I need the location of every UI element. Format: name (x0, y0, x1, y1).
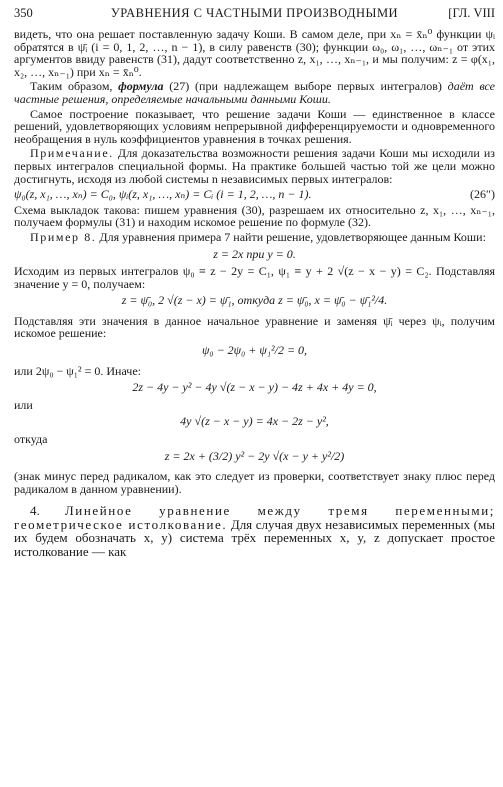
equation-cauchy-data: z = 2x при y = 0. (213, 246, 296, 261)
equation-26-number: (26″) (470, 187, 495, 202)
paragraph-otherwise: или 2ψ₀ − ψ₁² = 0. Иначе: (14, 363, 141, 378)
conclusion-emphasis: даёт все частные решения, определяемые начальными данными Коши. (14, 79, 495, 106)
section-number: 4. (30, 503, 65, 519)
paragraph-whence: откуда (14, 432, 48, 447)
conclusion-text-1: Таким образом, (30, 79, 119, 94)
paragraph-integrals: Исходим из первых интегралов ψ₀ ≡ z − 2y = C₁, ψ₁ ≡ y + 2 √(z − x − y) = C₂. Подставляя значение y = 0, получаем: (14, 264, 495, 291)
page-header (14, 6, 495, 24)
page-number: 350 (14, 6, 33, 20)
example-label: Пример 8. (30, 229, 97, 244)
equation-final: z = 2x + (3/2) y² − 2y √(x − y + y²/2) (164, 448, 345, 463)
paragraph-conclusion (14, 80, 495, 105)
chapter-label: [ГЛ. VIII (448, 6, 495, 20)
section-text: Для случая двух независимых переменных (мы их будем обозначать x, y) система трёх переменных x, y, z допускает простое истолкование — как (14, 516, 495, 559)
remark-text: Для доказательства возможности решения задачи Коши мы исходили из первых интегралов специальной формы. На практике большей частью той же цели можно достигнуть, исходя из любой системы n независимых первых интегралов: (14, 146, 495, 186)
page-body (14, 28, 495, 558)
equation-expanded: 2z − 4y − y² − 4y √(z − x − y) − 4z + 4x + 4y = 0, (132, 380, 377, 395)
equation-26 (14, 188, 495, 201)
conclusion-text-2: (27) (при надлежащем выборе первых интегралов) (163, 79, 448, 94)
paragraph-replace: Подставляя эти значения в данное начальное уравнение и заменяя ψ̄ᵢ через ψᵢ, получим искомое решение: (14, 313, 495, 341)
paragraph-sign-note: (знак минус перед радикалом, как это следует из проверки, соответствует знаку плюс перед радикалом в данном уравнении). (14, 469, 495, 496)
paragraph-remark (14, 147, 495, 185)
equation-substitution: z = ψ̄₀, 2 √(z − x) = ψ̄₁, откуда z = ψ̄₀, x = ψ̄₀ − ψ̄₁²/4. (121, 293, 388, 308)
example-text: Для уравнения примера 7 найти решение, удовлетворяющее данным Коши: (96, 229, 486, 244)
equation-26-body: ψ₀(z, x₁, …, xₙ) = C₀, ψᵢ(z, x₁, …, xₙ) = Cᵢ (i = 1, 2, …, n − 1). (14, 187, 312, 202)
conclusion-term: формула (118, 79, 164, 94)
paragraph-scheme: Схема выкладок такова: пишем уравнения (30), разрешаем их относительно z, x₁, …, xₙ₋₁, получаем формулы (31) и находим искомое решение по формуле (32). (14, 202, 495, 230)
section-title: Линейное уравнение между тремя переменными; геометрическое истолкование. (14, 503, 496, 532)
paragraph-continuation: видеть, что она решает поставленную задачу Коши. В самом деле, при xₙ = x̄ₙ⁰ функции ψᵢ обратятся в ψ̄ᵢ (i = 0, 1, 2, …, n − 1), в силу равенств (30); функции ω₀, ω₁, …, ωₙ₋₁ от этих аргументов ввиду равенств (31), дадут соответственно z, x₁, …, xₙ₋₁, и мы получим: z = φ(x₁, x₂, …, xₙ₋₁) при xₙ = x̄ₙ⁰. (14, 27, 495, 79)
equation-solution: ψ₀ − 2ψ₀ + ψ₁²/2 = 0, (201, 343, 308, 358)
paragraph-uniqueness: Самое построение показывает, что решение задачи Коши — единственное в классе решений, удовлетворяющих условиям непрерывной дифференцируемости и одновременного необращения в нуль коэффициентов уравнения в точках решения. (14, 106, 495, 146)
running-title: УРАВНЕНИЯ С ЧАСТНЫМИ ПРОИЗВОДНЫМИ (110, 6, 399, 20)
section-4 (14, 504, 495, 558)
remark-label: Примечание. (30, 146, 114, 161)
paragraph-or: или (14, 397, 33, 412)
equation-radical: 4y √(z − x − y) = 4x − 2z − y², (180, 414, 329, 429)
paragraph-example (14, 231, 495, 244)
